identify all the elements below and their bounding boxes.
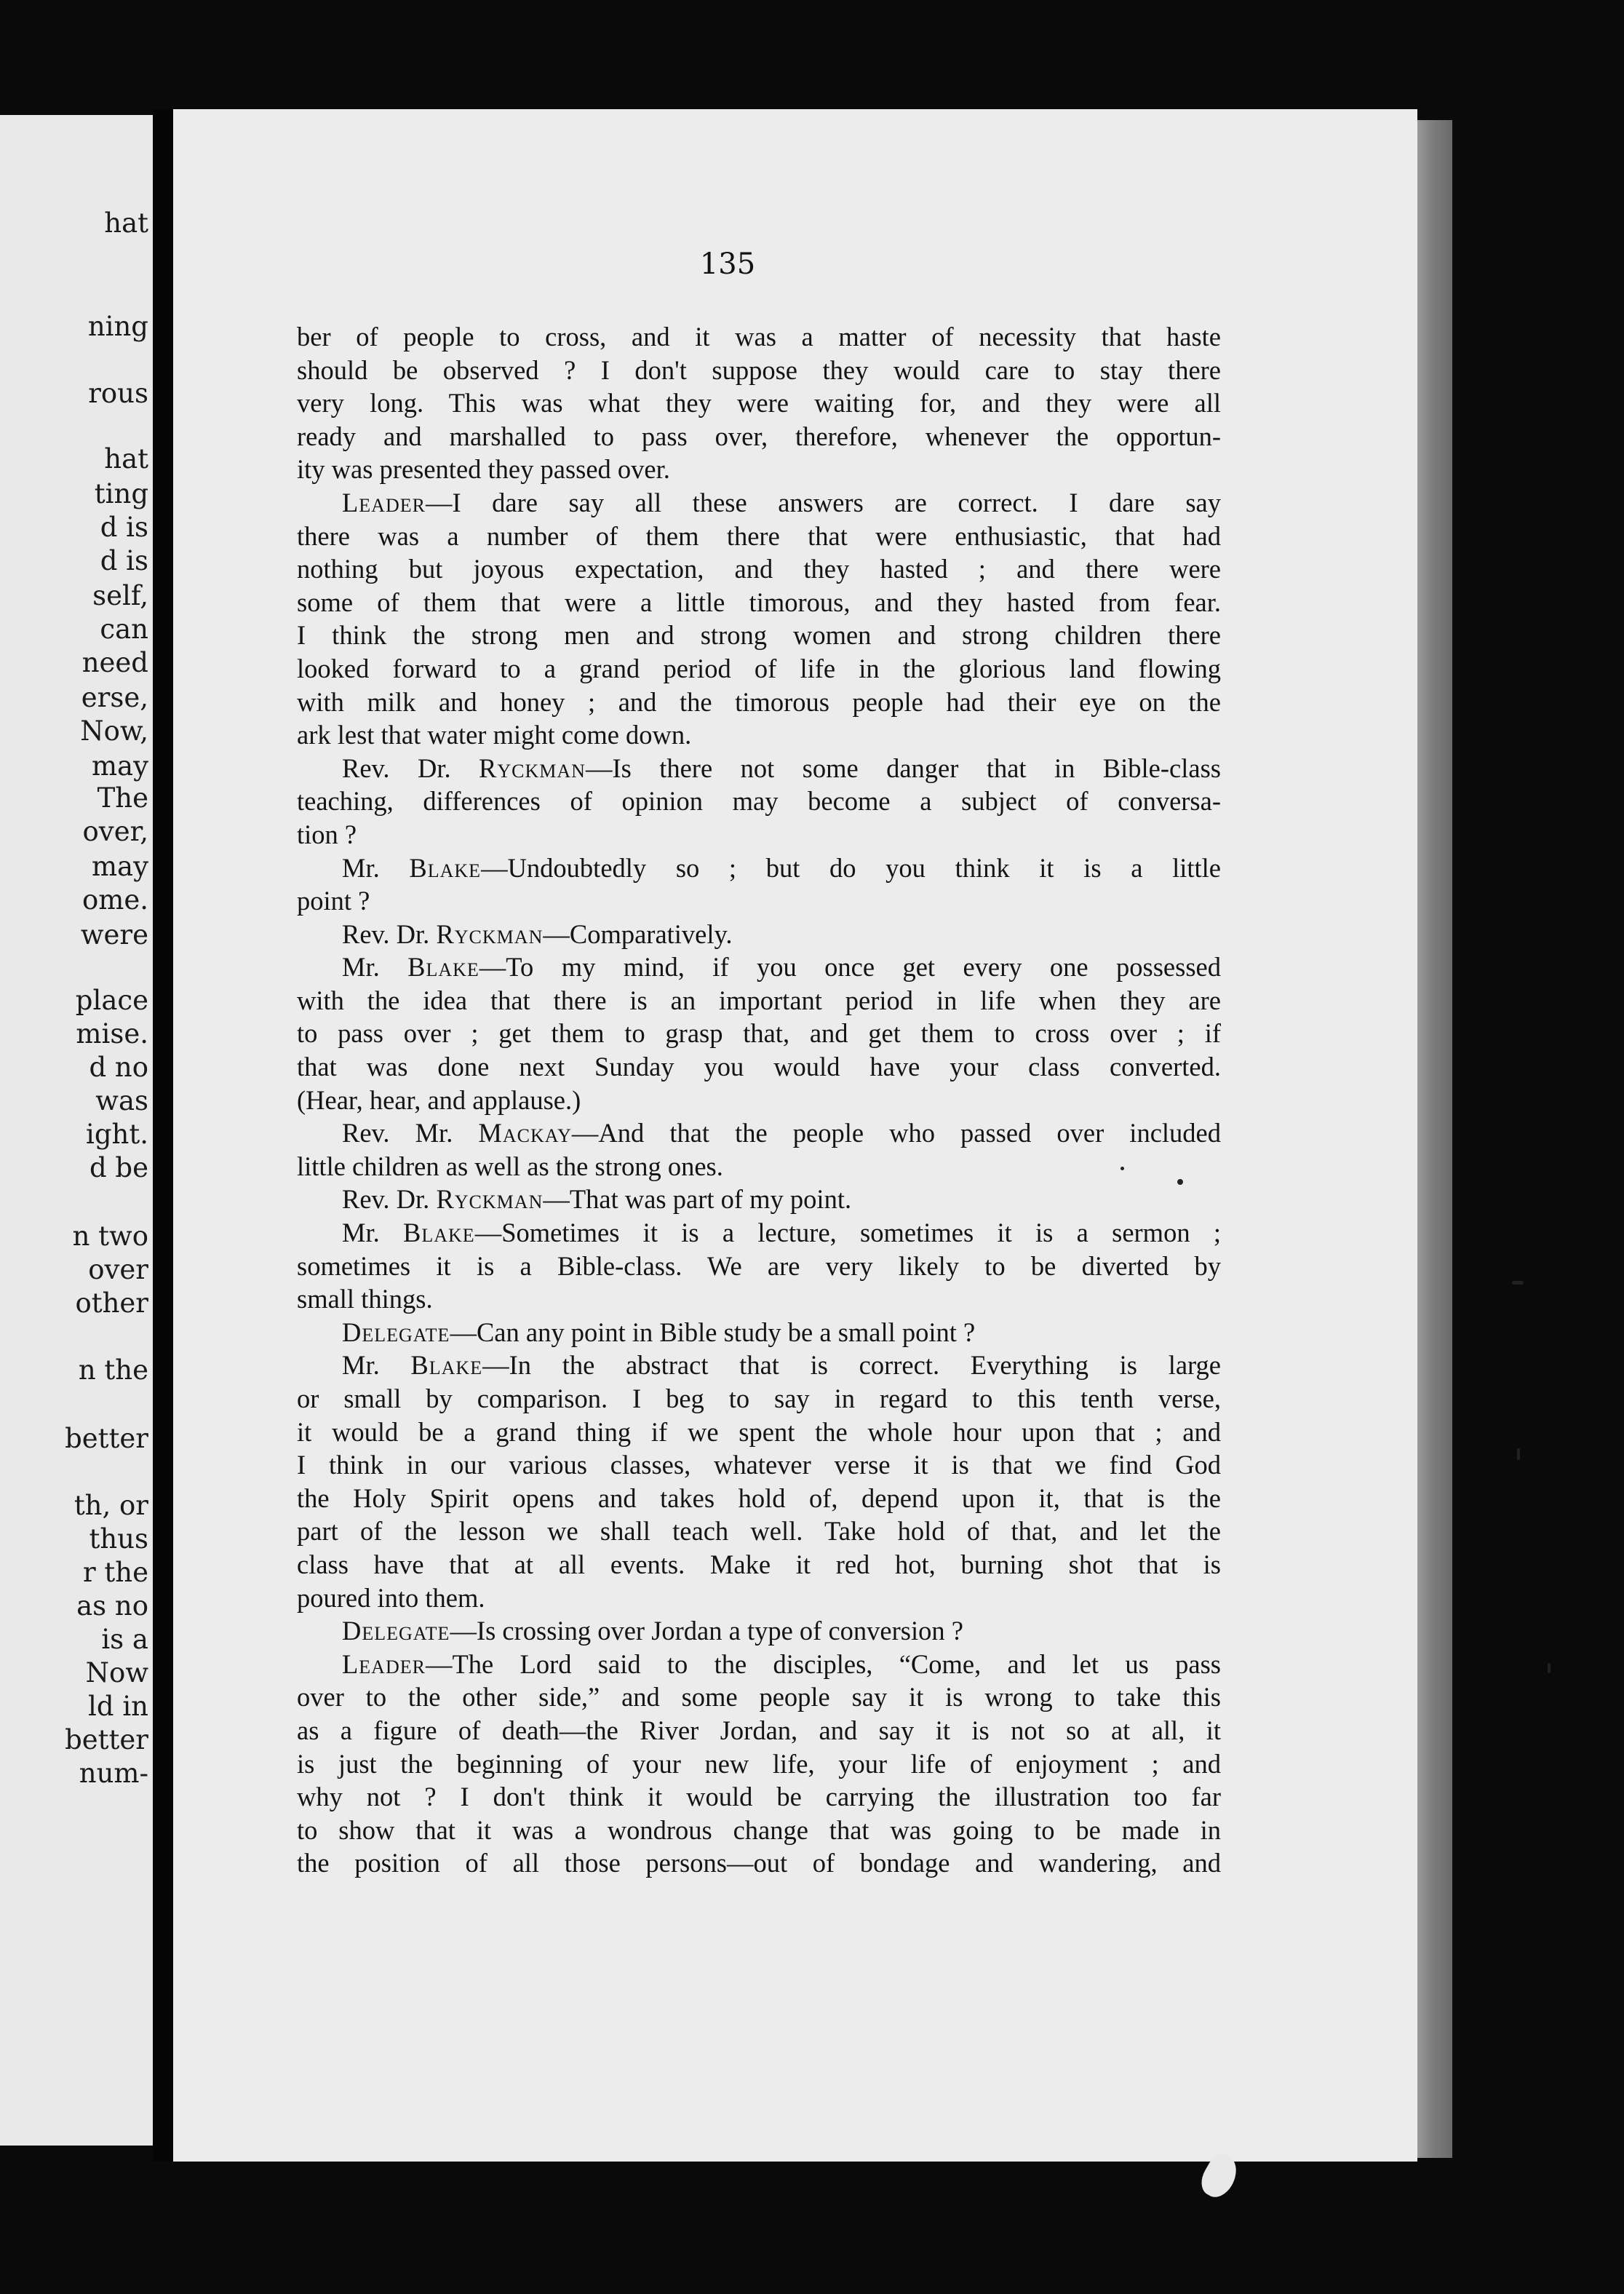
text-line <box>297 718 1221 752</box>
line-text: sometimes it is a Bible-class. We are very likely to be diverted by <box>297 1250 1221 1281</box>
line-text: Rev. Dr. <box>342 1184 437 1215</box>
facing-page-text-fragment: The <box>97 782 148 814</box>
speaker-name: Mackay <box>478 1118 572 1148</box>
line-text: looked forward to a grand period of life in the glorious land flowing <box>297 653 1221 683</box>
text-line <box>297 686 1221 719</box>
text-line <box>297 586 1221 619</box>
text-line <box>297 453 1221 486</box>
text-line <box>297 1448 1221 1482</box>
text-line <box>297 486 1221 520</box>
speaker-name: Blake <box>409 852 482 883</box>
line-text: to show that it was a wondrous change that was going to be made in <box>297 1814 1221 1845</box>
facing-page-text-fragment: thus <box>89 1523 148 1555</box>
line-text: nothing but joyous expectation, and they hasted ; and there were <box>297 554 1221 584</box>
line-text: as a figure of death—the River Jordan, and say it is not so at all, it <box>297 1715 1221 1745</box>
facing-page-text-fragment: need <box>81 647 148 678</box>
page-edge <box>1417 120 1452 2158</box>
speaker-name: Blake <box>410 1350 483 1381</box>
text-line <box>297 785 1221 818</box>
line-text: —Comparatively. <box>543 918 733 949</box>
text-line <box>297 1482 1221 1515</box>
line-text: part of the lesson we shall teach well. Take hold of that, and let the <box>297 1516 1221 1547</box>
line-text: tion ? <box>297 819 357 849</box>
line-text: (Hear, hear, and applause.) <box>297 1084 581 1115</box>
text-line <box>297 950 1221 984</box>
facing-page-text-fragment: were <box>80 919 148 950</box>
speaker-name: Delegate <box>342 1317 450 1347</box>
facing-page-text-fragment: ld in <box>88 1691 148 1722</box>
text-line <box>297 552 1221 586</box>
text-line <box>297 1780 1221 1814</box>
text-line <box>297 1316 1221 1349</box>
facing-page-text-fragment: d is <box>100 512 148 543</box>
book-gutter <box>153 109 173 2162</box>
line-text: Rev. Mr. <box>342 1118 479 1148</box>
speaker-name: Leader <box>342 487 426 517</box>
line-text: why not ? I don't think it would be carrying the illustration too far <box>297 1782 1221 1812</box>
text-line <box>297 1548 1221 1581</box>
facing-page-text-fragment: may <box>91 750 148 782</box>
text-line <box>297 520 1221 553</box>
facing-page-text-fragment: Now, <box>80 715 148 747</box>
speaker-name: Leader <box>342 1648 426 1679</box>
text-line <box>297 1050 1221 1084</box>
facing-page-text-fragment: may <box>91 851 148 882</box>
facing-page-text-fragment: is a <box>101 1624 148 1655</box>
line-text: Rev. Dr. <box>342 918 437 949</box>
facing-page-text-fragment: better <box>65 1724 148 1755</box>
line-text: —Is there not some danger that in Bible-class <box>585 753 1221 783</box>
line-text: —In the abstract that is correct. Everything is large <box>482 1350 1221 1381</box>
facing-page-text-fragment: as no <box>76 1590 148 1622</box>
text-line <box>297 1150 1221 1183</box>
line-text: with milk and honey ; and the timorous people had their eye on the <box>297 686 1221 717</box>
text-line <box>297 852 1221 885</box>
text-line <box>297 1084 1221 1117</box>
facing-page-text-fragment: r the <box>82 1557 148 1588</box>
line-text: ark lest that water might come down. <box>297 720 692 750</box>
text-line <box>297 652 1221 686</box>
text-line <box>297 1648 1221 1681</box>
facing-page-text-fragment: ning <box>87 311 148 342</box>
facing-page-text-fragment: d no <box>89 1052 148 1083</box>
facing-page-text-fragment: Now <box>85 1657 148 1688</box>
facing-page-text-fragment: hat <box>104 443 148 475</box>
line-text: ity was presented they passed over. <box>297 454 670 485</box>
text-line <box>297 918 1221 951</box>
line-text: poured into them. <box>297 1582 485 1613</box>
line-text: —And that the people who passed over included <box>571 1118 1221 1148</box>
line-text: point ? <box>297 886 370 916</box>
speaker-name: Blake <box>403 1218 475 1248</box>
text-line <box>297 1714 1221 1747</box>
line-text: it would be a grand thing if we spent the whole hour upon that ; and <box>297 1416 1221 1447</box>
text-line <box>297 1846 1221 1880</box>
text-line <box>297 1382 1221 1416</box>
facing-page-text-fragment: erse, <box>81 682 148 713</box>
line-text: over to the other side,” and some people say it is wrong to take this <box>297 1682 1221 1712</box>
speaker-name: Ryckman <box>436 918 544 949</box>
facing-page-text-fragment: over <box>88 1254 148 1285</box>
line-text: teaching, differences of opinion may become a subject of conversa- <box>297 786 1221 817</box>
speaker-name: Blake <box>407 952 479 983</box>
line-text: class have that at all events. Make it red hot, burning shot that is <box>297 1549 1221 1579</box>
line-text: —The Lord said to the disciples, “Come, and let us pass <box>425 1648 1221 1679</box>
text-line <box>297 1416 1221 1449</box>
text-line <box>297 1581 1221 1615</box>
line-text: little children as well as the strong ones. <box>297 1151 723 1181</box>
line-text: —Can any point in Bible study be a small point ? <box>450 1317 976 1347</box>
line-text: small things. <box>297 1284 433 1314</box>
speaker-name: Ryckman <box>479 753 586 783</box>
facing-page-fragment <box>0 115 153 2146</box>
text-line <box>297 1814 1221 1847</box>
line-text: with the idea that there is an important period in life when they are <box>297 985 1221 1015</box>
line-text: —Sometimes it is a lecture, sometimes it is a sermon ; <box>474 1218 1221 1248</box>
text-line <box>297 1282 1221 1316</box>
facing-page-text-fragment: mise. <box>76 1018 148 1049</box>
line-text: —Is crossing over Jordan a type of conversion ? <box>450 1616 963 1646</box>
line-text: or small by comparison. I beg to say in regard to this tenth verse, <box>297 1384 1221 1413</box>
line-text: I think in our various classes, whatever verse it is that we find God <box>297 1450 1221 1480</box>
line-text: Mr. <box>342 952 408 983</box>
text-line <box>297 1515 1221 1548</box>
text-line <box>297 386 1221 420</box>
facing-page-text-fragment: d be <box>89 1152 148 1183</box>
line-text: some of them that were a little timorous, and they hasted from fear. <box>297 587 1221 617</box>
text-line <box>297 1747 1221 1781</box>
ink-speck <box>1548 1663 1551 1673</box>
text-line <box>297 752 1221 785</box>
line-text: the Holy Spirit opens and takes hold of, depend upon it, that is the <box>297 1483 1221 1513</box>
text-line <box>297 1216 1221 1250</box>
line-text: is just the beginning of your new life, your life of enjoyment ; and <box>297 1748 1221 1779</box>
facing-page-text-fragment: better <box>65 1423 148 1454</box>
line-text: Mr. <box>342 1350 411 1381</box>
text-line <box>297 1017 1221 1050</box>
line-text: —That was part of my point. <box>543 1184 852 1215</box>
line-text: ber of people to cross, and it was a matter of necessity that haste <box>297 322 1221 352</box>
facing-page-text-fragment: place <box>75 985 148 1016</box>
facing-page-text-fragment: n two <box>72 1221 148 1252</box>
text-line <box>297 1349 1221 1382</box>
facing-page-text-fragment: d is <box>100 545 148 576</box>
page-number: 135 <box>699 247 756 281</box>
text-line <box>297 884 1221 918</box>
facing-page-text-fragment: other <box>75 1287 148 1319</box>
text-line <box>297 320 1221 354</box>
facing-page-text-fragment: over, <box>82 816 148 847</box>
text-line <box>297 818 1221 852</box>
text-line <box>297 1183 1221 1216</box>
text-line <box>297 354 1221 387</box>
speaker-name: Ryckman <box>436 1184 544 1215</box>
speaker-name: Delegate <box>342 1616 450 1646</box>
ink-speck <box>1517 1448 1520 1460</box>
facing-page-text-fragment: num- <box>79 1758 148 1789</box>
facing-page-text-fragment: ome. <box>81 884 148 916</box>
ink-speck <box>1121 1167 1124 1170</box>
facing-page-text-fragment: self, <box>92 580 148 611</box>
line-text: —Undoubtedly so ; but do you think it is a little <box>481 852 1221 883</box>
facing-page-text-fragment: was <box>95 1085 148 1116</box>
line-text: to pass over ; get them to grasp that, and get them to cross over ; if <box>297 1018 1221 1049</box>
ink-speck <box>1512 1281 1524 1285</box>
text-line <box>297 984 1221 1017</box>
line-text: I think the strong men and strong women and strong children there <box>297 620 1221 651</box>
text-line <box>297 1250 1221 1283</box>
facing-page-text-fragment: n the <box>78 1354 148 1386</box>
line-text: the position of all those persons—out of bondage and wandering, and <box>297 1848 1221 1878</box>
text-line <box>297 1614 1221 1648</box>
text-line <box>297 1680 1221 1714</box>
line-text: ready and marshalled to pass over, therefore, whenever the opportun- <box>297 421 1221 451</box>
line-text: —I dare say all these answers are correct. I dare say <box>425 487 1221 517</box>
facing-page-text-fragment: th, or <box>73 1490 148 1521</box>
facing-page-text-fragment: hat <box>104 207 148 239</box>
line-text: —To my mind, if you once get every one possessed <box>479 952 1221 983</box>
line-text: that was done next Sunday you would have your class converted. <box>297 1052 1221 1082</box>
line-text: should be observed ? I don't suppose they would care to stay there <box>297 354 1221 385</box>
text-line <box>297 619 1221 652</box>
facing-page-text-fragment: ting <box>94 478 148 509</box>
facing-page-text-fragment: rous <box>88 378 148 409</box>
line-text: there was a number of them there that were enthusiastic, that had <box>297 520 1221 551</box>
line-text: very long. This was what they were waiting for, and they were all <box>297 388 1221 418</box>
text-line <box>297 1116 1221 1150</box>
ink-speck <box>1177 1179 1183 1185</box>
facing-page-text-fragment: can <box>100 614 148 645</box>
text-line <box>297 420 1221 453</box>
body-text <box>297 320 1221 1880</box>
line-text: Rev. Dr. <box>342 753 479 783</box>
line-text: Mr. <box>342 852 410 883</box>
line-text: Mr. <box>342 1218 404 1248</box>
facing-page-text-fragment: ight. <box>86 1119 148 1150</box>
